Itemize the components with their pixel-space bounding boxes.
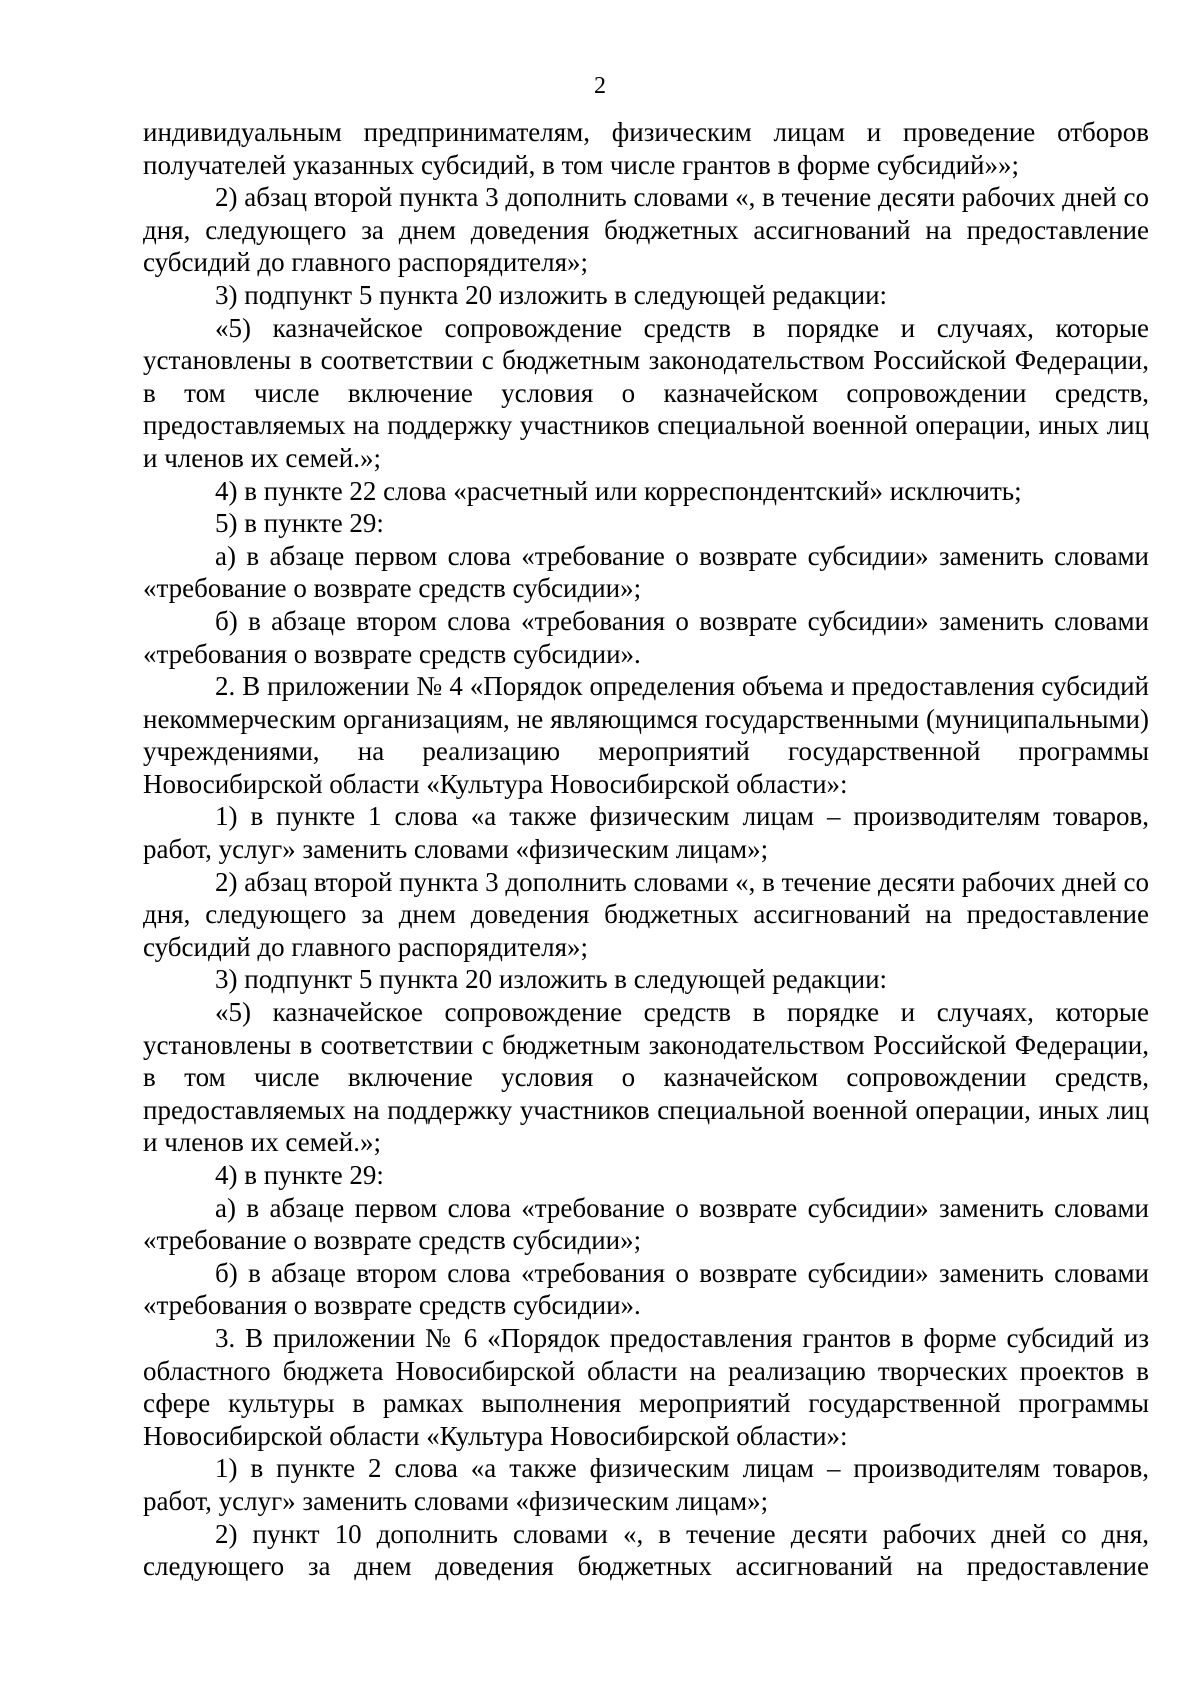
paragraph: б) в абзаце втором слова «требования о возврате субсидии» заменить словами «требования о возврате средств субсидии». <box>143 1257 1149 1321</box>
page-number: 2 <box>594 73 606 99</box>
paragraph: 1) в пункте 2 слова «а также физическим лицам – производителям товаров, работ, услуг» заменить словами «физическим лицам»; <box>143 1453 1149 1516</box>
paragraph: индивидуальным предпринимателям, физическим лицам и проведение отборов получателей указанных субсидий, в том числе грантов в форме субсидий»»; <box>143 117 1149 180</box>
paragraph: 3. В приложении № 6 «Порядок предоставления грантов в форме субсидий из областного бюджета Новосибирской области на реализацию творческих проектов в сфере культуры в рамках выполнения мероприятий государственной программы Новосибирской области «Культура Новосибирской области»: <box>143 1322 1149 1451</box>
paragraph: 2) абзац второй пункта 3 дополнить словами «, в течение десяти рабочих дней со дня, следующего за днем доведения бюджетных ассигнований на предоставление субсидий до главного распорядителя»; <box>143 866 1149 962</box>
paragraph: а) в абзаце первом слова «требование о возврате субсидии» заменить словами «требование о возврате средств субсидии»; <box>143 1192 1149 1256</box>
paragraph: 5) в пункте 29: <box>215 508 384 539</box>
paragraph: 4) в пункте 22 слова «расчетный или корреспондентский» исключить; <box>215 475 1022 506</box>
paragraph: 3) подпункт 5 пункта 20 изложить в следующей редакции: <box>215 964 888 995</box>
paragraph: «5) казначейское сопровождение средств в порядке и случаях, которые установлены в соответствии с бюджетным законодательством Российской Федерации, в том числе включение условия о казначейском сопровождении средств, предоставляемых на поддержку участников специальной военной операции, иных лиц и членов их семей.»; <box>143 312 1149 473</box>
paragraph: 2) пункт 10 дополнить словами «, в течение десяти рабочих дней со дня, следующего за днем доведения бюджетных ассигнований на предоставление <box>143 1518 1149 1582</box>
paragraph: б) в абзаце втором слова «требования о возврате субсидии» заменить словами «требования о возврате средств субсидии». <box>143 605 1149 669</box>
paragraph: «5) казначейское сопровождение средств в порядке и случаях, которые установлены в соответствии с бюджетным законодательством Российской Федерации, в том числе включение условия о казначейском сопровождении средств, предоставляемых на поддержку участников специальной военной операции, иных лиц и членов их семей.»; <box>143 997 1149 1158</box>
paragraph: 3) подпункт 5 пункта 20 изложить в следующей редакции: <box>215 279 888 310</box>
paragraph: а) в абзаце первом слова «требование о возврате субсидии» заменить словами «требование о возврате средств субсидии»; <box>143 540 1149 604</box>
paragraph: 1) в пункте 1 слова «а также физическим лицам – производителям товаров, работ, услуг» заменить словами «физическим лицам»; <box>143 801 1149 865</box>
paragraph: 4) в пункте 29: <box>215 1160 384 1190</box>
paragraph: 2) абзац второй пункта 3 дополнить словами «, в течение десяти рабочих дней со дня, следующего за днем доведения бюджетных ассигнований на предоставление субсидий до главного распорядителя»; <box>143 182 1149 278</box>
paragraph: 2. В приложении № 4 «Порядок определения объема и предоставления субсидий некоммерческим организациям, не являющимся государственными (муниципальными) учреждениями, на реализацию мероприятий государственной программы Новосибирской области «Культура Новосибирской области»: <box>143 671 1149 799</box>
document-body <box>143 116 1149 1583</box>
